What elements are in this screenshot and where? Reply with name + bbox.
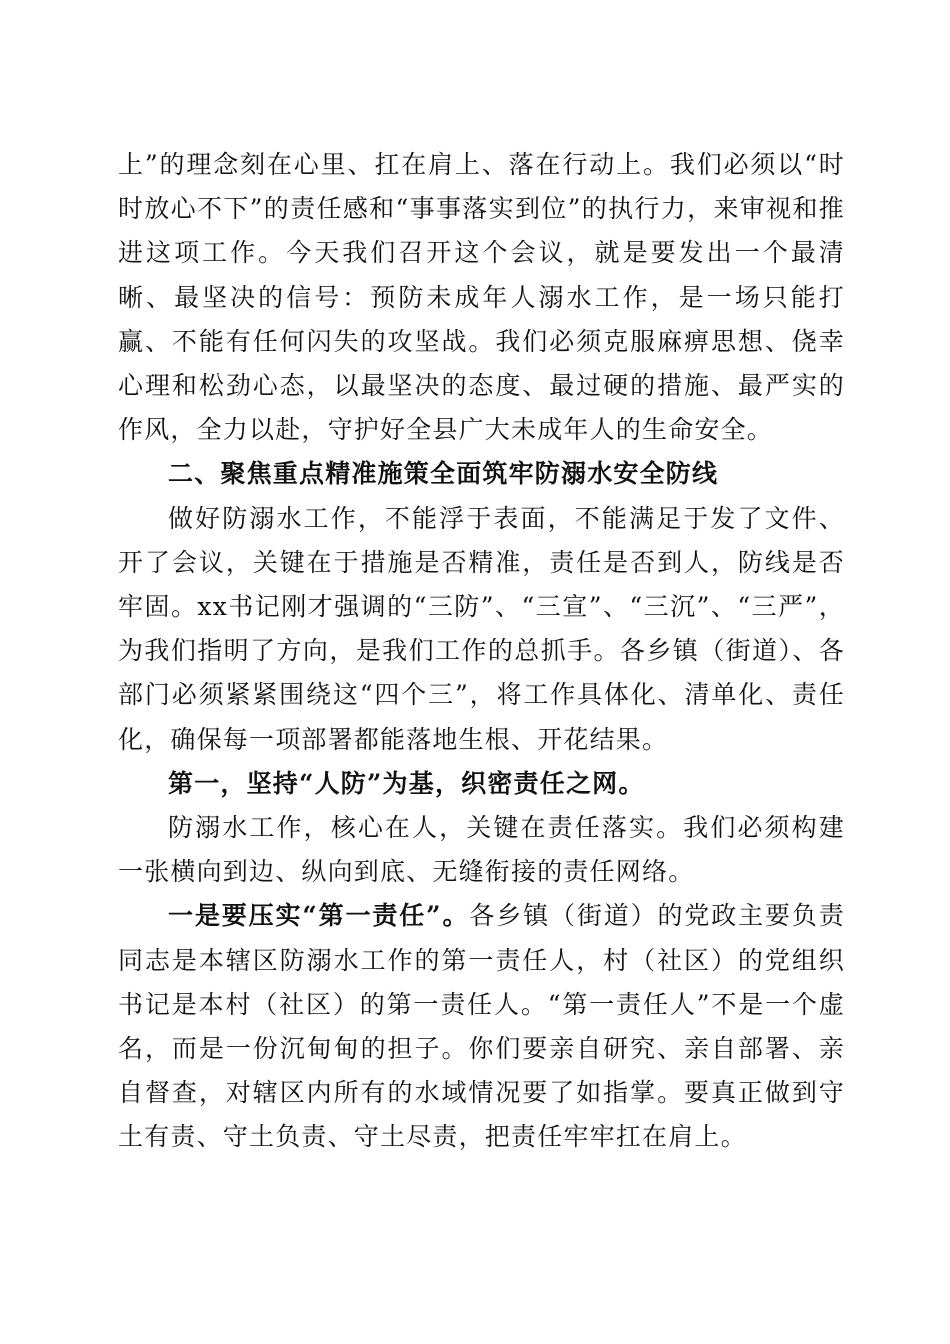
paragraph-body: 各乡镇（街道）的党政主要负责同志是本辖区防溺水工作的第一责任人，村（社区）的党组织书记是本村（社区）的第一责任人。“第一责任人”不是一个虚名，而是一份沉甸甸的担子。你们要亲自研究、亲自部署、亲自督查，对辖区内所有的水域情况要了如指掌。要真正做到守土有责、守土负责、守土尽责，把责任牢牢扛在肩上。	[118, 901, 845, 1152]
section-heading-2: 二、聚焦重点精准施策全面筑牢防溺水安全防线	[168, 459, 719, 489]
paragraph-first-responsibility	[118, 894, 845, 1159]
paragraph-lead: 一是要压实“第一责任”。	[168, 901, 470, 931]
paragraph-continuation: 上”的理念刻在心里、扛在肩上、落在行动上。我们必须以“时时放心不下”的责任感和“事事落实到位”的执行力，来审视和推进这项工作。今天我们召开这个会议，就是要发出一个最清晰、最坚决的信号：预防未成年人溺水工作，是一场只能打赢、不能有任何闪失的攻坚战。我们必须克服麻痹思想、侥幸心理和松劲心态，以最坚决的态度、最过硬的措施、最严实的作风，全力以赴，守护好全县广大未成年人的生命安全。	[118, 150, 845, 445]
subsection-heading-1: 第一，坚持“人防”为基，织密责任之网。	[168, 768, 645, 798]
paragraph-section2-intro: 做好防溺水工作，不能浮于表面，不能满足于发了文件、开了会议，关键在于措施是否精准，责任是否到人，防线是否牢固。xx书记刚才强调的“三防”、“三宣”、“三沉”、“三严”，为我们指明了方向，是我们工作的总抓手。各乡镇（街道）、各部门必须紧紧围绕这“四个三”，将工作具体化、清单化、责任化，确保每一项部署都能落地生根、开花结果。	[118, 503, 845, 754]
document-page	[118, 143, 845, 1160]
paragraph-responsibility-network: 防溺水工作，核心在人，关键在责任落实。我们必须构建一张横向到边、纵向到底、无缝衔接的责任网络。	[118, 813, 845, 887]
